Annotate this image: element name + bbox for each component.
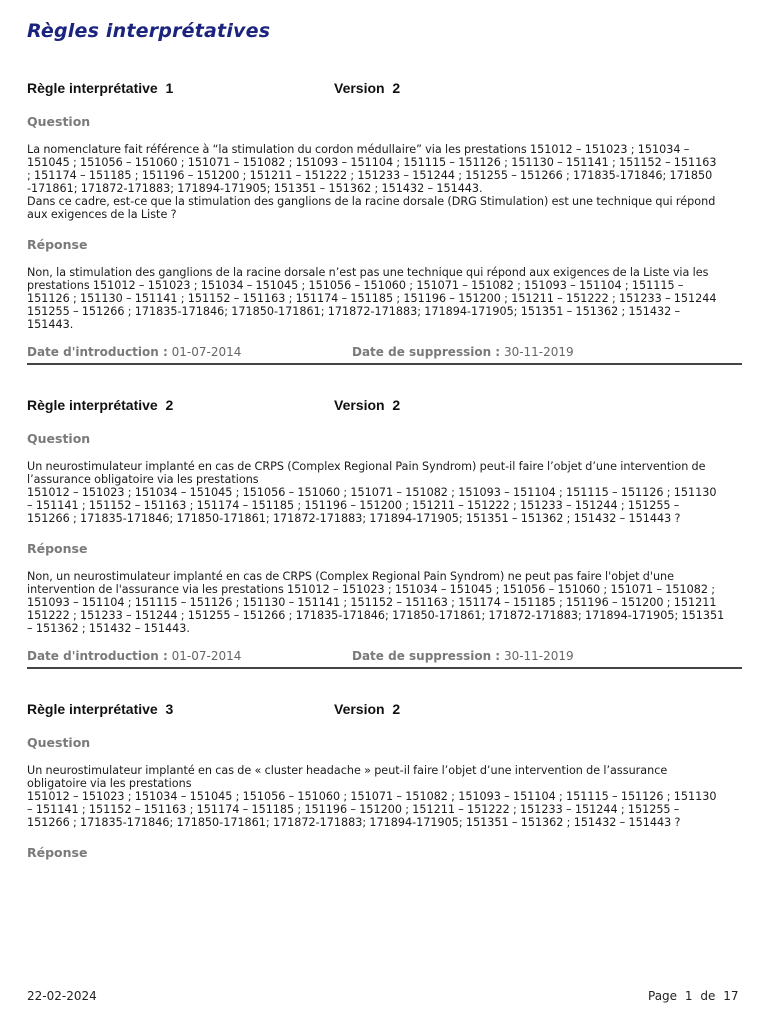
version-label: Version <box>334 701 385 717</box>
suppression-date-label: Date de suppression : <box>352 345 501 359</box>
rule-dates <box>27 345 742 365</box>
version-label: Version <box>334 397 385 413</box>
intro-date-label: Date d'introduction : <box>27 649 168 663</box>
page-of-label: de <box>700 989 716 1003</box>
intro-date <box>27 345 241 359</box>
rule-label: Règle interprétative <box>27 80 158 96</box>
rule-3 <box>27 701 742 874</box>
question-text: Un neurostimulateur implanté en cas de CRPS (Complex Regional Pain Syndrom) peut-il faire l’objet d’une intervention de l’assurance obligatoire via les prestations 151012 – 151023 ; 151034 – 151045 ; 151056 – 151060 ; 151071 – 151082 ; 151093 – 151104 ; 151115 – 151126 ; 151130 – 151141 ; 151152 – 151163 ; 151174 – 151185 ; 151196 – 151200 ; 151211 – 151222 ; 151233 – 151244 ; 151255 – 151266 ; 171835-171846; 171850-171861; 171872-171883; 171894-171905; 151351 – 151362 ; 151432 – 151443 ? <box>27 460 717 525</box>
question-text: Un neurostimulateur implanté en cas de « cluster headache » peut-il faire l’objet d’une intervention de l’assurance obligatoire via les prestations 151012 – 151023 ; 151034 – 151045 ; 151056 – 151060 ; 151071 – 151082 ; 151093 – 151104 ; 151115 – 151126 ; 151130 – 151141 ; 151152 – 151163 ; 151174 – 151185 ; 151196 – 151200 ; 151211 – 151222 ; 151233 – 151244 ; 151255 – 151266 ; 171835-171846; 171850-171861; 171872-171883; 171894-171905; 151351 – 151362 ; 151432 – 151443 ? <box>27 764 717 829</box>
page-number: 1 <box>684 989 693 1003</box>
rule-version <box>334 80 400 96</box>
rule-number: 1 <box>165 80 174 96</box>
rule-1 <box>27 80 742 365</box>
rule-header <box>27 80 742 98</box>
rule-version <box>334 701 400 717</box>
rule-label: Règle interprétative <box>27 701 158 717</box>
rule-label: Règle interprétative <box>27 397 158 413</box>
page-label: Page <box>648 989 678 1003</box>
suppression-date-label: Date de suppression : <box>352 649 501 663</box>
rule-title <box>27 701 173 717</box>
answer-label: Réponse <box>27 845 88 860</box>
suppression-date <box>352 345 574 359</box>
answer-text: Non, un neurostimulateur implanté en cas de CRPS (Complex Regional Pain Syndrom) ne peut pas faire l'objet d'une intervention de l'assurance via les prestations 151012 – 151023 ; 151034 – 151045 ; 151056 – 151060 ; 151071 – 151082 ; 151093 – 151104 ; 151115 – 151126 ; 151130 – 151141 ; 151152 – 151163 ; 151174 – 151185 ; 151196 – 151200 ; 151211 151222 ; 151233 – 151244 ; 151255 – 151266 ; 171835-171846; 171850-171861; 171872-171883; 171894-171905; 151351 – 151362 ; 151432 – 151443. <box>27 570 725 635</box>
suppression-date-value: 30-11-2019 <box>503 345 574 359</box>
rule-number: 2 <box>165 397 174 413</box>
footer-date: 22-02-2024 <box>27 989 97 1003</box>
answer-label: Réponse <box>27 237 88 252</box>
page-title: Règles interprétatives <box>27 20 271 42</box>
intro-date-label: Date d'introduction : <box>27 345 168 359</box>
question-label: Question <box>27 114 91 129</box>
suppression-date-value: 30-11-2019 <box>503 649 574 663</box>
rule-number: 3 <box>165 701 174 717</box>
version-number: 2 <box>392 397 401 413</box>
rule-title <box>27 397 173 413</box>
answer-text: Non, la stimulation des ganglions de la racine dorsale n’est pas une technique qui répond aux exigences de la Liste via les prestations 151012 – 151023 ; 151034 – 151045 ; 151056 – 151060 ; 151071 – 151082 ; 151093 – 151104 ; 151115 – 151126 ; 151130 – 151141 ; 151152 – 151163 ; 151174 – 151185 ; 151196 – 151200 ; 151211 – 151222 ; 151233 – 151244 151255 – 151266 ; 171835-171846; 171850-171861; 171872-171883; 171894-171905; 151351 – 151362 ; 151432 – 151443. <box>27 266 717 331</box>
intro-date-value: 01-07-2014 <box>171 345 242 359</box>
suppression-date <box>352 649 574 663</box>
question-label: Question <box>27 431 91 446</box>
rule-dates <box>27 649 742 669</box>
version-number: 2 <box>392 701 401 717</box>
page-total: 17 <box>723 989 739 1003</box>
rule-header <box>27 397 742 415</box>
rule-2 <box>27 397 742 669</box>
question-text: La nomenclature fait référence à “la stimulation du cordon médullaire” via les prestations 151012 – 151023 ; 151034 – 151045 ; 151056 – 151060 ; 151071 – 151082 ; 151093 – 151104 ; 151115 – 151126 ; 151130 – 151141 ; 151152 – 151163 ; 151174 – 151185 ; 151196 – 151200 ; 151211 – 151222 ; 151233 – 151244 ; 151255 – 151266 ; 171835-171846; 171850 -171861; 171872-171883; 171894-171905; 151351 – 151362 ; 151432 – 151443. Dans ce cadre, est-ce que la stimulation des ganglions de la racine dorsale (DRG Stimulation) est une technique qui répond aux exigences de la Liste ? <box>27 143 717 221</box>
intro-date-value: 01-07-2014 <box>171 649 242 663</box>
rule-version <box>334 397 400 413</box>
version-number: 2 <box>392 80 401 96</box>
question-label: Question <box>27 735 91 750</box>
intro-date <box>27 649 241 663</box>
page-indicator <box>648 989 742 1003</box>
rule-title <box>27 80 173 96</box>
rule-header <box>27 701 742 719</box>
version-label: Version <box>334 80 385 96</box>
answer-label: Réponse <box>27 541 88 556</box>
